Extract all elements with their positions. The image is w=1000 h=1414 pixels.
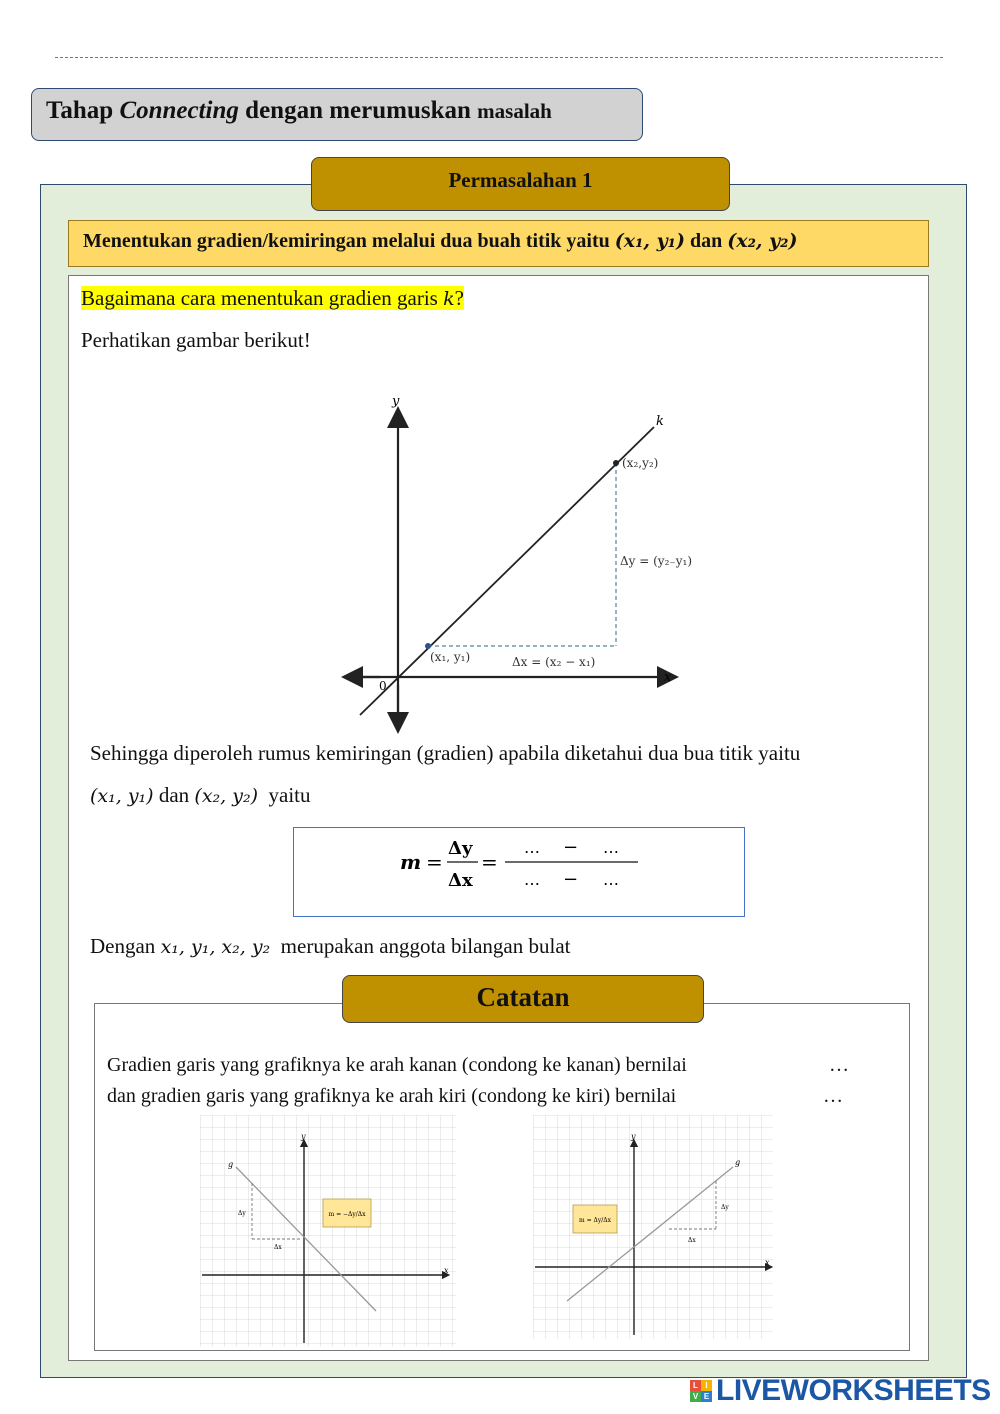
question-highlight <box>81 286 464 310</box>
stage-emphasis: Connecting <box>119 97 239 124</box>
mini-graph-left <box>200 1115 456 1347</box>
integer-suffix: merupakan anggota bilangan bulat <box>280 934 571 958</box>
formula-dy: Δy <box>448 838 473 859</box>
problem-title-point2: (𝒙₂, 𝒚₂) <box>727 230 798 252</box>
note-blank-1[interactable]: … <box>829 1054 849 1076</box>
conclusion-point1: (x₁, y₁) <box>90 785 154 807</box>
question-line <box>81 286 464 311</box>
mini-left-grid <box>200 1115 456 1347</box>
conclusion-line1: Sehingga diperoleh rumus kemiringan (gradien) apabila diketahui dua bua titik yaitu <box>90 741 801 765</box>
formula-m: m <box>400 850 422 874</box>
integer-line <box>90 934 571 959</box>
note-tab: Catatan <box>342 975 704 1023</box>
point-2 <box>613 460 619 466</box>
line-k <box>360 427 654 715</box>
note-line-1 <box>107 1054 687 1077</box>
formula-num-a: … <box>524 838 540 857</box>
formula-num-minus: − <box>563 837 579 858</box>
formula-box <box>293 827 745 917</box>
problem-title-and: dan <box>690 230 723 252</box>
conclusion-point2: (x₂, y₂) <box>194 785 259 807</box>
formula-dx: Δx <box>448 870 473 891</box>
x-axis-label: x <box>664 670 672 685</box>
stage-prefix: Tahap <box>46 97 114 124</box>
question-text: Bagaimana cara menentukan gradien garis <box>81 286 438 310</box>
formula-den-a: … <box>524 870 540 889</box>
formula-equals-2: = <box>481 850 498 874</box>
note-line-1-text: Gradien garis yang grafiknya ke arah kanan (condong ke kanan) bernilai <box>107 1054 687 1076</box>
delta-x-label: Δx = (x₂ − x₁) <box>512 655 596 669</box>
mini-left-dx-label: Δx <box>274 1244 282 1251</box>
conclusion-tail: yaitu <box>268 783 311 807</box>
mini-right-dy-label: Δy <box>721 1204 729 1211</box>
top-dashed-divider <box>55 57 943 58</box>
conclusion-line2 <box>90 783 311 808</box>
conclusion-and: dan <box>158 783 190 807</box>
question-var: k <box>443 288 455 310</box>
line-k-label: k <box>656 414 664 429</box>
stage-small: masalah <box>477 99 552 123</box>
problem-tab: Permasalahan 1 <box>311 157 730 211</box>
integer-vars: x₁, y₁, x₂, y₂ <box>160 936 271 958</box>
integer-prefix: Dengan <box>90 934 156 958</box>
mini-right-dx-label: Δx <box>688 1237 696 1244</box>
logo-mark-icon <box>690 1380 712 1402</box>
mini-right-line-label: g <box>735 1158 741 1167</box>
problem-title-bar <box>68 220 929 267</box>
logo-letter-e: E <box>701 1391 712 1402</box>
mini-right-grid <box>533 1115 773 1339</box>
mini-right-x-label: x <box>765 1258 770 1267</box>
note-line-2 <box>107 1085 676 1108</box>
point2-label: (x₂,y₂) <box>622 456 659 470</box>
instruction-text: Perhatikan gambar berikut! <box>81 328 311 352</box>
logo-wordmark: LIVEWORKSHEETS <box>716 1374 991 1407</box>
y-axis-label: y <box>392 394 400 409</box>
mini-left-x-label: x <box>444 1266 449 1275</box>
gradient-graph <box>340 385 693 730</box>
stage-mid: dengan merumuskan <box>245 97 471 124</box>
formula-den-minus: − <box>563 869 579 890</box>
gradient-graph-svg <box>340 385 693 730</box>
mini-graph-left-svg <box>200 1115 456 1347</box>
stage-title-box <box>31 88 643 141</box>
logo-letter-l: L <box>690 1380 701 1391</box>
mini-left-line-label: g <box>228 1160 234 1169</box>
formula-equals-1: = <box>426 850 443 874</box>
problem-title-point1: (𝒙₁, 𝒚₁) <box>614 230 685 252</box>
mini-left-formula: m = −Δy/Δx <box>328 1211 366 1218</box>
origin-label: 0 <box>379 679 387 693</box>
logo-letter-i: I <box>701 1380 712 1391</box>
mini-left-dy-label: Δy <box>238 1210 246 1217</box>
mini-graph-right-svg <box>533 1115 773 1339</box>
problem-title-text: Menentukan gradien/kemiringan melalui dua buah titik yaitu <box>83 230 610 252</box>
note-line-2-text: dan gradien garis yang grafiknya ke arah kiri (condong ke kiri) bernilai <box>107 1085 677 1107</box>
liveworksheets-logo[interactable] <box>690 1374 991 1408</box>
mini-right-y-label: y <box>631 1132 636 1141</box>
point1-label: (x₁, y₁) <box>430 650 471 664</box>
formula-den-b: … <box>603 870 619 889</box>
note-blank-2[interactable]: … <box>823 1085 843 1107</box>
mini-right-formula: m = Δy/Δx <box>579 1217 611 1224</box>
formula-num-b: … <box>603 838 619 857</box>
delta-y-label: Δy = (y₂₋y₁) <box>620 554 693 568</box>
point-1 <box>425 643 431 649</box>
mini-graph-right <box>533 1115 773 1339</box>
formula-svg <box>294 828 746 918</box>
logo-letter-v: V <box>690 1391 701 1402</box>
question-mark: ? <box>454 286 464 310</box>
mini-left-y-label: y <box>301 1132 306 1141</box>
